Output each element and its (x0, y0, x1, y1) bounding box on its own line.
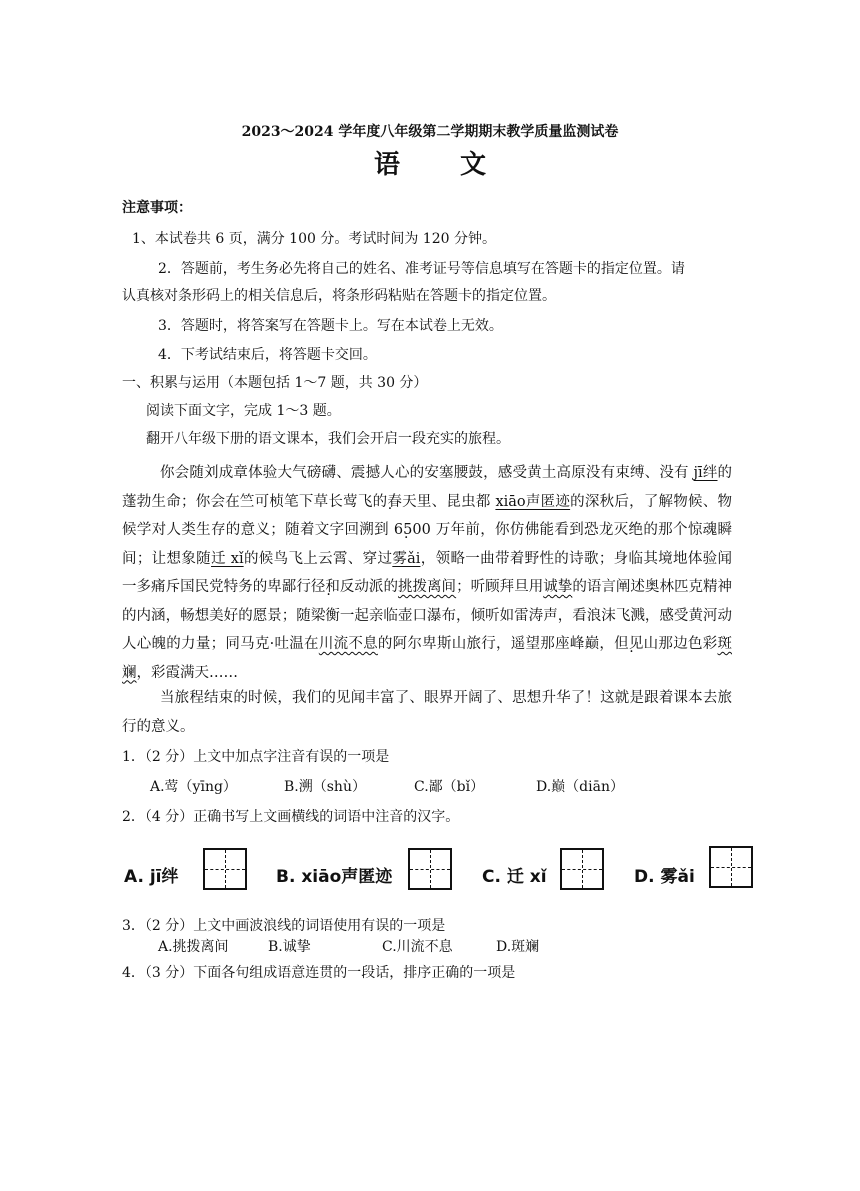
wavy-word: 挑拨离间 (397, 579, 457, 595)
question-1-stem: 1．（2 分）上文中加点字注音有误的一项是 (122, 749, 390, 765)
option-a: A.挑拨离间 (158, 939, 229, 955)
passage-conclusion: 当旅程结束的时候，我们的见闻丰富了、眼界开阔了、思想升华了！这就是跟着课本去旅行的意义。 (122, 690, 732, 735)
grid-label-c: C. 迁 xǐ (482, 867, 547, 887)
passage-intro: 翻开八年级下册的语文课本，我们会开启一段充实的旅程。 (146, 431, 510, 447)
question-2-stem: 2．（4 分）正确书写上文画横线的词语中注音的汉字。 (122, 809, 460, 825)
note-item: 2．答题前，考生务必先将自己的姓名、准考证号等信息填写在答题卡的指定位置。请 (158, 261, 685, 277)
option-a: A.莺（yīng） (150, 779, 237, 795)
wavy-word: 斑斓 (122, 636, 732, 681)
wavy-word: 诚挚 (543, 579, 573, 595)
reading-passage: 你会随刘成章体验大气磅礴、震撼人心的安塞腰鼓，感受黄土高原没有束缚、没有 jī绊的蓬勃生命；你会在竺可桢笔下草长莺 ·飞的春天里、昆虫都 xiāo声匿迹的深秋后，了解物候、物候学对人类生存的意义；随着文字回溯 ·到 6500 万年前，你仿佛能看到恐龙灭绝的那个惊魂瞬间；让想象随迁 xǐ的候鸟飞上云霄、穿过雾ǎi，领略一曲带着野性的诗歌；身临其境地体验闻一多痛斥国民党特务的卑鄙 ·行径和反动派的挑拨离间；听顾拜旦用诚挚的语言阐述奥林匹克精神的内涵，畅想美好的愿景；随梁衡一起亲临壶口瀑布，倾听如雷涛声，看浪沫飞溅，感受黄河动人心魄的力量；同马克·吐温在川流不息的阿尔卑斯山旅行，遥望那座峰巅 ·，但见山那边色彩斑斓，彩霞满天…… (122, 459, 732, 687)
option-b: B.诚挚 (268, 939, 311, 955)
question-3-stem: 3．（2 分）上文中画波浪线的词语使用有误的一项是 (122, 918, 446, 934)
option-c: C.鄙（bǐ） (414, 779, 485, 795)
dotted-char: 莺 · (343, 494, 358, 510)
dotted-char: 巅 · (585, 636, 600, 652)
dotted-char: 溯 · (359, 522, 374, 538)
question-1-options (150, 776, 624, 796)
grid-label-a: A. jī绊 (124, 867, 179, 887)
option-b: B.溯（shù） (284, 779, 366, 795)
grid-label-b: B. xiāo声匿迹 (276, 867, 393, 887)
option-c: C.川流不息 (382, 939, 453, 955)
question-4-stem: 4．（3 分）下面各句组成语意连贯的一段话，排序正确的一项是 (122, 965, 516, 981)
pinyin-blank-b: xiāo声匿迹 (495, 493, 571, 510)
pinyin-blank-a: jī绊 (693, 465, 718, 481)
writing-grid-c[interactable] (560, 848, 604, 890)
notes-heading: 注意事项： (122, 200, 192, 216)
reading-instruction: 阅读下面文字，完成 1～3 题。 (146, 403, 341, 419)
note-item: 3．答题时，将答案写在答题卡上。写在本试卷上无效。 (158, 318, 503, 334)
option-d: D.巅（diān） (536, 779, 624, 795)
writing-grid-d[interactable] (709, 846, 753, 888)
note-item: 认真核对条形码上的相关信息后，将条形码粘贴在答题卡的指定位置。 (122, 288, 556, 304)
pinyin-blank-d: 雾ǎi (392, 550, 421, 567)
grid-label-d: D. 雾ǎi (634, 867, 695, 887)
subject-title: 语文 (373, 150, 546, 180)
writing-grid-a[interactable] (203, 848, 247, 890)
question-3-options (158, 936, 539, 956)
note-item: 4．下考试结束后，将答题卡交回。 (158, 347, 377, 363)
dotted-char: 鄙 · (282, 579, 297, 595)
pinyin-blank-c: 迁 xǐ (211, 550, 244, 567)
writing-grid-b[interactable] (408, 848, 452, 890)
wavy-word: 川流不息 (318, 636, 378, 652)
exam-title: 2023～2024 学年度八年级第二学期期末教学质量监测试卷 (241, 124, 619, 140)
option-d: D.斑斓 (496, 939, 540, 955)
note-item: 1、本试卷共 6 页，满分 100 分。考试时间为 120 分钟。 (132, 231, 496, 247)
section-heading: 一、积累与运用（本题包括 1～7 题，共 30 分） (122, 375, 428, 391)
